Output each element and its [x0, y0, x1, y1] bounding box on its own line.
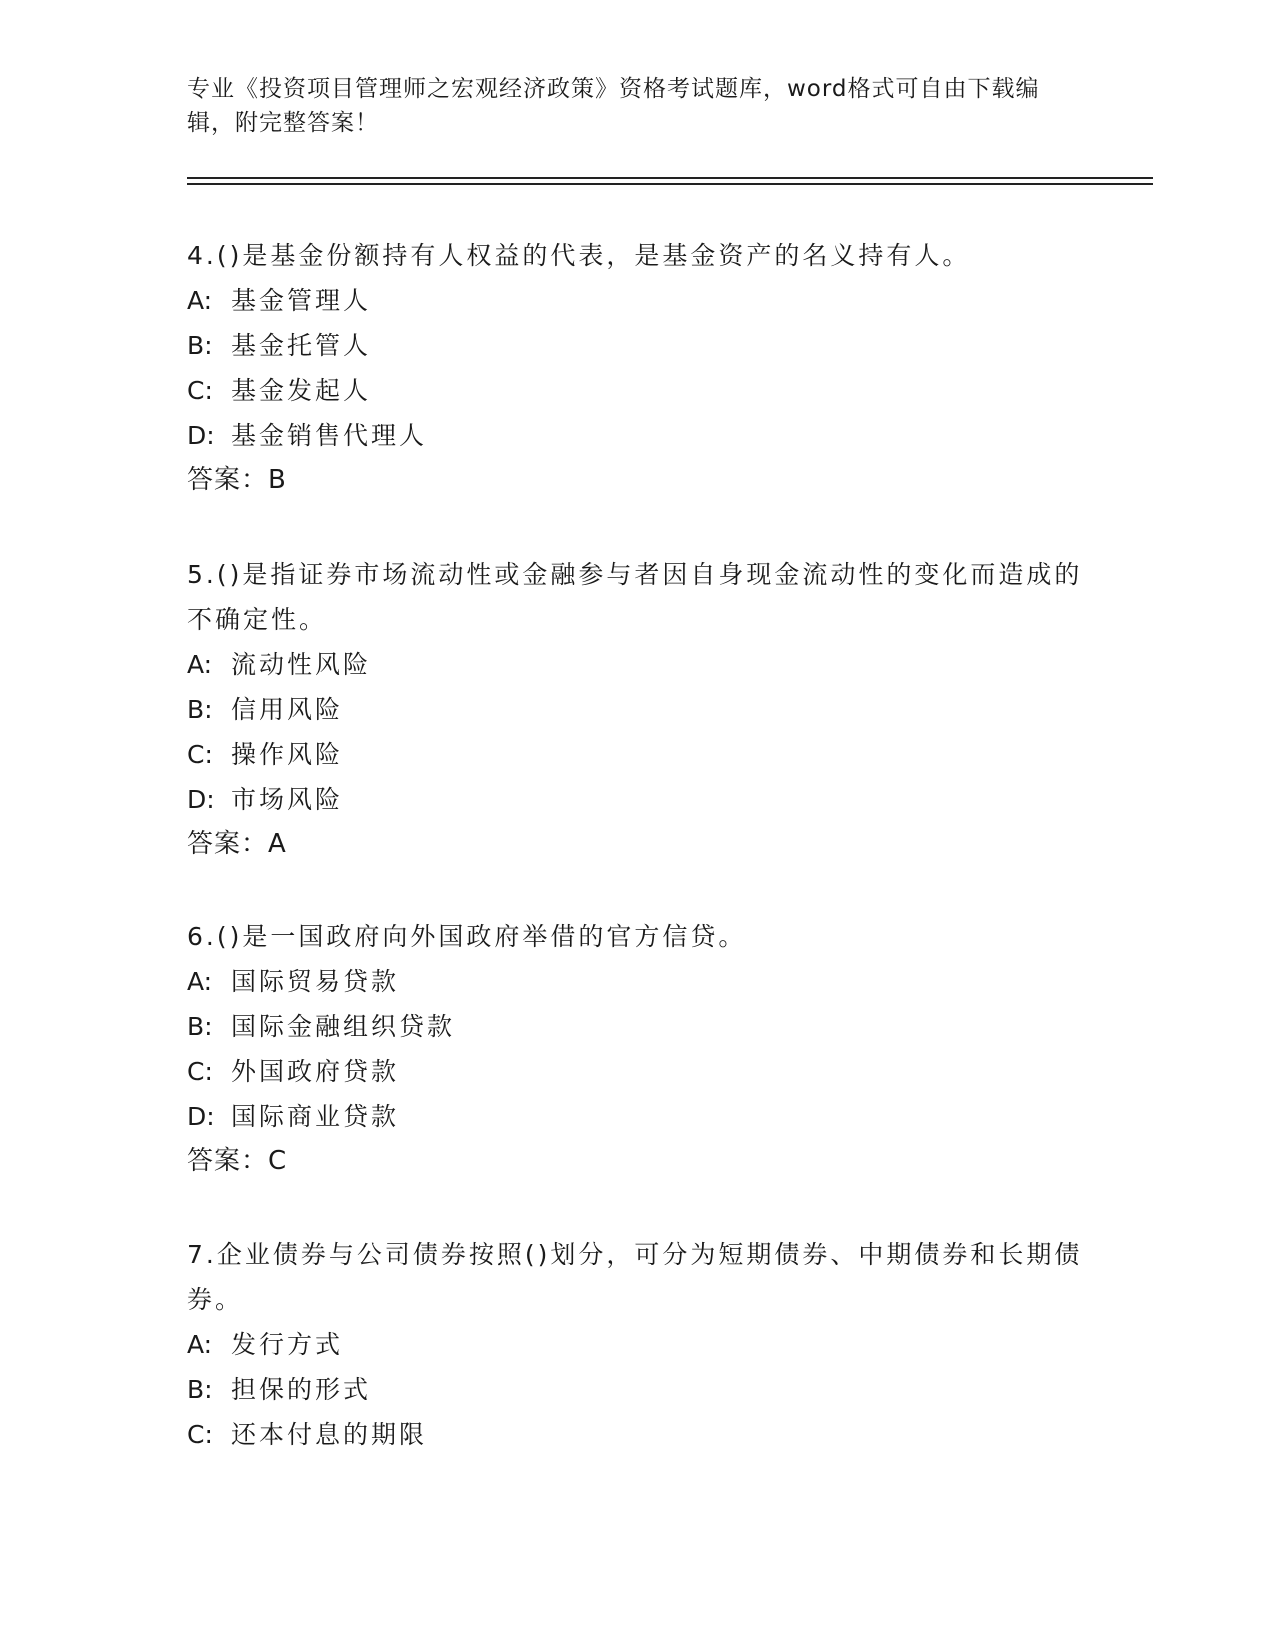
question-5 [187, 552, 1087, 867]
question-4 [187, 233, 1087, 503]
answer: 答案：C [187, 1146, 288, 1176]
option-text: 发行方式 [231, 1330, 344, 1359]
option-key: C: [187, 376, 213, 405]
option-d [187, 777, 1087, 822]
answer: 答案：A [187, 829, 287, 859]
option-key: C: [187, 1057, 213, 1086]
option-key: D: [187, 421, 215, 450]
option-key: A: [187, 967, 213, 996]
option-c [187, 1049, 1087, 1094]
option-key: A: [187, 650, 213, 679]
answer: 答案：B [187, 465, 287, 495]
option-key: B: [187, 695, 213, 724]
option-text: 国际金融组织贷款 [231, 1012, 456, 1041]
option-a [187, 642, 1087, 687]
option-d [187, 1094, 1087, 1139]
option-b [187, 1367, 1087, 1412]
option-a [187, 1322, 1087, 1367]
question-7 [187, 1232, 1087, 1457]
option-key: A: [187, 286, 213, 315]
option-text: 基金销售代理人 [231, 421, 428, 450]
option-text: 国际商业贷款 [231, 1102, 400, 1131]
option-key: C: [187, 740, 213, 769]
option-d [187, 413, 1087, 458]
option-key: D: [187, 1102, 215, 1131]
option-text: 基金托管人 [231, 331, 372, 360]
option-key: B: [187, 1375, 213, 1404]
question-stem: 7.企业债券与公司债券按照()划分，可分为短期债券、中期债券和长期债券。 [187, 1240, 1083, 1314]
option-text: 基金管理人 [231, 286, 372, 315]
option-text: 还本付息的期限 [231, 1420, 428, 1449]
option-a [187, 959, 1087, 1004]
option-key: B: [187, 1012, 213, 1041]
option-key: C: [187, 1420, 213, 1449]
option-text: 信用风险 [231, 695, 344, 724]
question-6 [187, 914, 1087, 1184]
option-key: D: [187, 785, 215, 814]
option-c [187, 368, 1087, 413]
option-text: 国际贸易贷款 [231, 967, 400, 996]
document-intro: 专业《投资项目管理师之宏观经济政策》资格考试题库，word格式可自由下载编辑，附完整答案！ [187, 76, 1040, 136]
option-a [187, 278, 1087, 323]
question-stem: 6.()是一国政府向外国政府举借的官方信贷。 [187, 922, 747, 951]
option-c [187, 732, 1087, 777]
option-b [187, 687, 1087, 732]
option-b [187, 1004, 1087, 1049]
option-text: 操作风险 [231, 740, 344, 769]
question-stem: 5.()是指证券市场流动性或金融参与者因自身现金流动性的变化而造成的不确定性。 [187, 560, 1083, 634]
option-text: 流动性风险 [231, 650, 372, 679]
option-text: 基金发起人 [231, 376, 372, 405]
option-text: 担保的形式 [231, 1375, 372, 1404]
question-stem: 4.()是基金份额持有人权益的代表，是基金资产的名义持有人。 [187, 241, 971, 270]
option-key: A: [187, 1330, 213, 1359]
option-b [187, 323, 1087, 368]
option-key: B: [187, 331, 213, 360]
header-divider-bottom [187, 183, 1153, 185]
header-divider-top [187, 177, 1153, 179]
option-text: 外国政府贷款 [231, 1057, 400, 1086]
option-text: 市场风险 [231, 785, 344, 814]
option-c [187, 1412, 1087, 1457]
